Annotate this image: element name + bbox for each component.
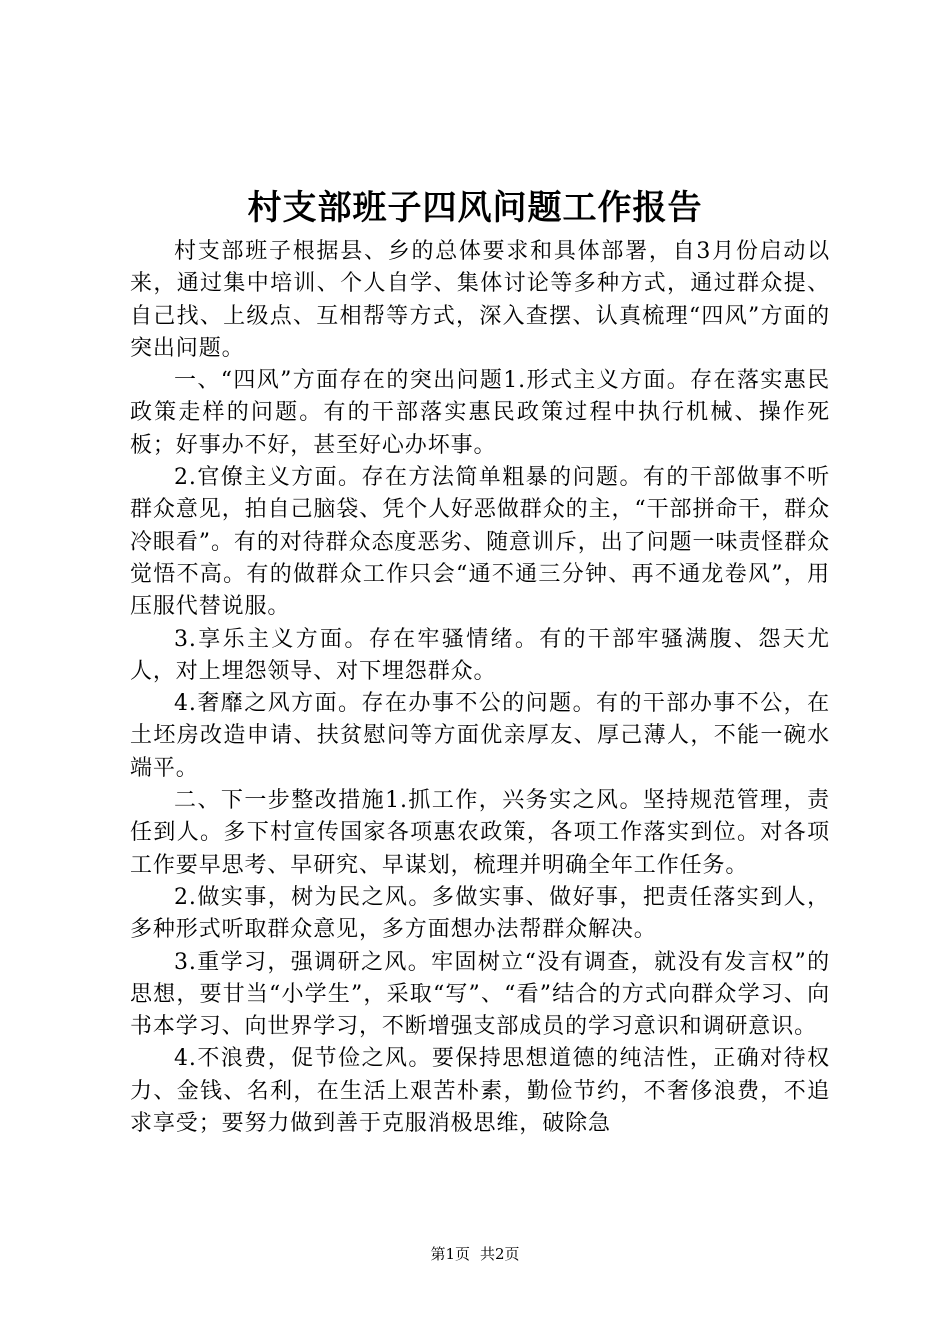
- document-title: 村支部班子四风问题工作报告: [247, 188, 703, 228]
- paragraph-rectification-3: 3.重学习，强调研之风。牢固树立“没有调查，就没有发言权”的思想，要甘当“小学生”，采取“写”、“看”结合的方式向群众学习、向书本学习、向世界学习，不断增强支部成员的学习意识和调研意识。: [130, 949, 830, 1040]
- paragraph-bureaucracy: 2.官僚主义方面。存在方法简单粗暴的问题。有的干部做事不听群众意见，拍自己脑袋、凭个人好恶做群众的主，“干部拼命干，群众冷眼看”。有的对待群众态度恶劣、随意训斥，出了问题一味责怪群众觉悟不高。有的做群众工作只会“通不通三分钟、再不通龙卷风”，用压服代替说服。: [130, 465, 830, 620]
- page-footer: [0, 1244, 950, 1264]
- paragraph-rectification-1: 二、下一步整改措施1.抓工作，兴务实之风。坚持规范管理，责任到人。多下村宣传国家各项惠农政策，各项工作落实到位。对各项工作要早思考、早研究、早谋划，梳理并明确全年工作任务。: [130, 788, 830, 878]
- paragraph-intro: 村支部班子根据县、乡的总体要求和具体部署，自3月份启动以来，通过集中培训、个人自学、集体讨论等多种方式，通过群众提、自己找、上级点、互相帮等方式，深入查摆、认真梳理“四风”方面的突出问题。: [130, 239, 830, 361]
- paragraph-formalism: 一、“四风”方面存在的突出问题1.形式主义方面。存在落实惠民政策走样的问题。有的干部落实惠民政策过程中执行机械、操作死板；好事办不好，甚至好心办坏事。: [130, 368, 830, 458]
- page-number-total: 共2页: [480, 1245, 520, 1263]
- page-number-current: 第1页: [430, 1245, 470, 1263]
- paragraph-hedonism: 3.享乐主义方面。存在牢骚情绪。有的干部牢骚满腹、怨天尤人，对上埋怨领导、对下埋怨群众。: [130, 626, 830, 684]
- document-body: [130, 236, 830, 1140]
- paragraph-rectification-2: 2.做实事，树为民之风。多做实事、做好事，把责任落实到人，多种形式听取群众意见，多方面想办法帮群众解决。: [130, 884, 830, 943]
- paragraph-rectification-4: 4.不浪费，促节俭之风。要保持思想道德的纯洁性，正确对待权力、金钱、名利，在生活上艰苦朴素，勤俭节约，不奢侈浪费，不追求享受；要努力做到善于克服消极思维，破除急: [130, 1046, 830, 1137]
- paragraph-extravagance: 4.奢靡之风方面。存在办事不公的问题。有的干部办事不公，在土坯房改造申请、扶贫慰问等方面优亲厚友、厚己薄人，不能一碗水端平。: [130, 691, 830, 781]
